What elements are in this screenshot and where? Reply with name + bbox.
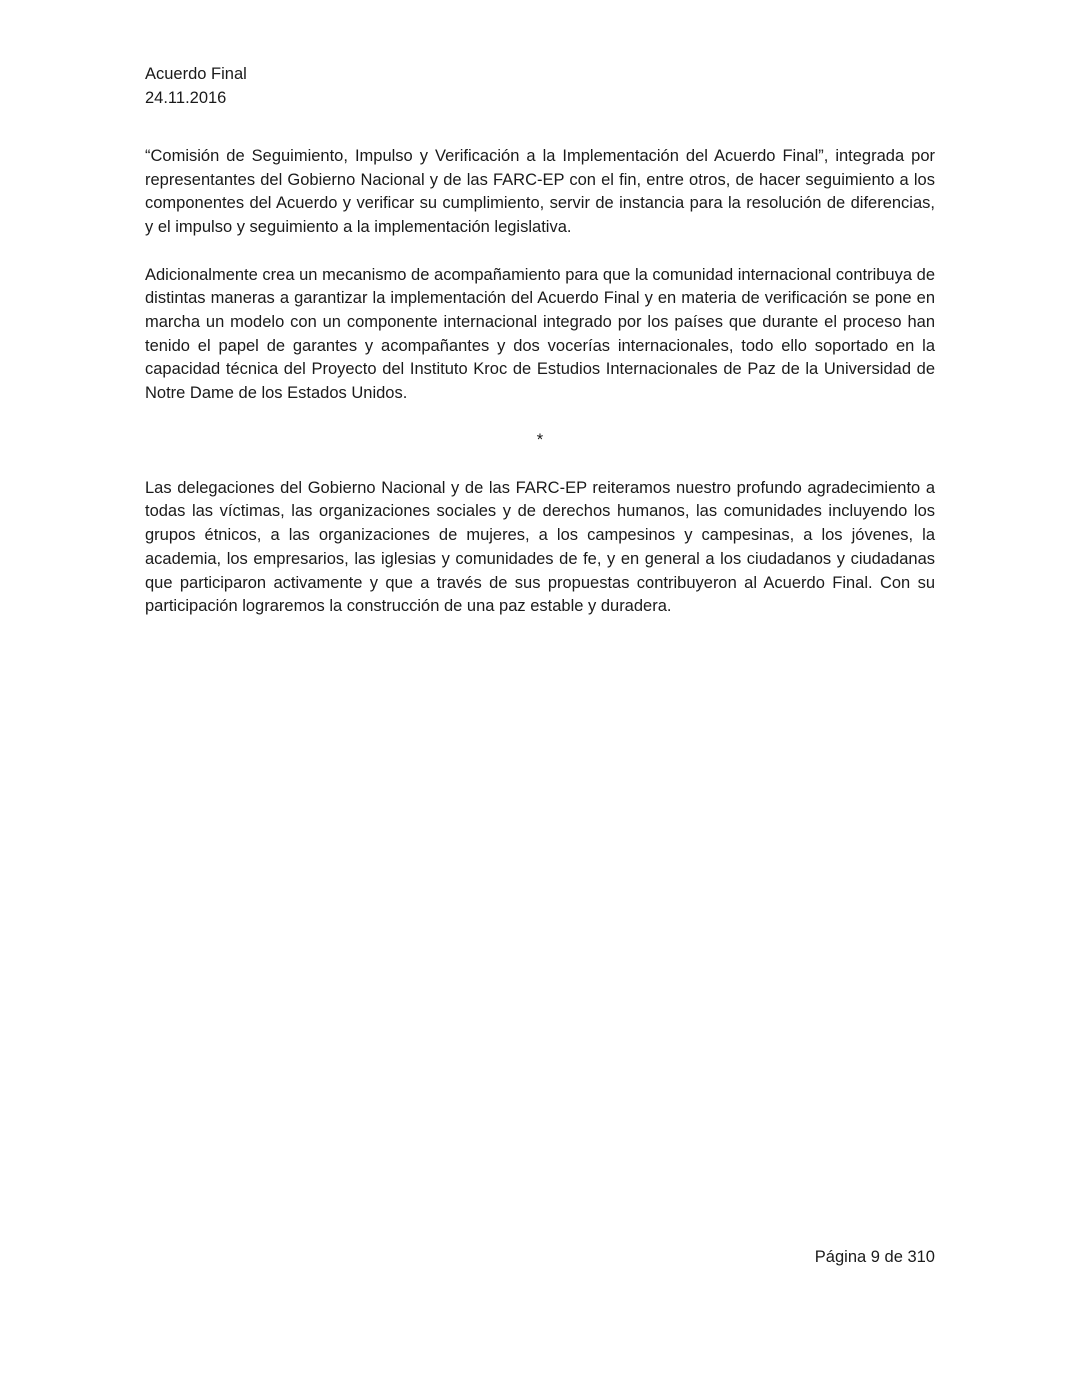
page-number: Página 9 de 310 — [814, 1248, 935, 1266]
document-header — [145, 62, 247, 110]
section-separator: * — [536, 431, 544, 450]
document-body — [145, 145, 935, 643]
document-date: 24.11.2016 — [145, 89, 227, 107]
paragraph-accompaniment: Adicionalmente crea un mecanismo de acompañamiento para que la comunidad internacional contribuya de distintas maneras a garantizar la implementación del Acuerdo Final y en materia de verificación se pone en marcha un modelo con un componente internacional integrado por los países que durante el proceso han tenido el papel de garantes y acompañantes y dos vocerías internacionales, todo ello soportado en la capacidad técnica del Proyecto del Instituto Kroc de Estudios Internacionales de Paz de la Universidad de Notre Dame de los Estados Unidos. — [145, 265, 935, 403]
paragraph-acknowledgement: Las delegaciones del Gobierno Nacional y de las FARC-EP reiteramos nuestro profundo agradecimiento a todas las víctimas, las organizaciones sociales y de derechos humanos, las comunidades incluyendo los grupos étnicos, a las organizaciones de mujeres, a los campesinos y campesinas, a los jóvenes, la academia, los empresarios, las iglesias y comunidades de fe, y en general a los ciudadanos y ciudadanas que participaron activamente y que a través de sus propuestas contribuyeron al Acuerdo Final. Con su participación lograremos la construcción de una paz estable y duradera. — [145, 478, 935, 616]
paragraph-commission: “Comisión de Seguimiento, Impulso y Verificación a la Implementación del Acuerdo Final”, integrada por representantes del Gobierno Nacional y de las FARC-EP con el fin, entre otros, de hacer seguimiento a los componentes del Acuerdo y verificar su cumplimiento, servir de instancia para la resolución de diferencias, y el impulso y seguimiento a la implementación legislativa. — [145, 147, 935, 237]
document-title: Acuerdo Final — [145, 65, 247, 83]
